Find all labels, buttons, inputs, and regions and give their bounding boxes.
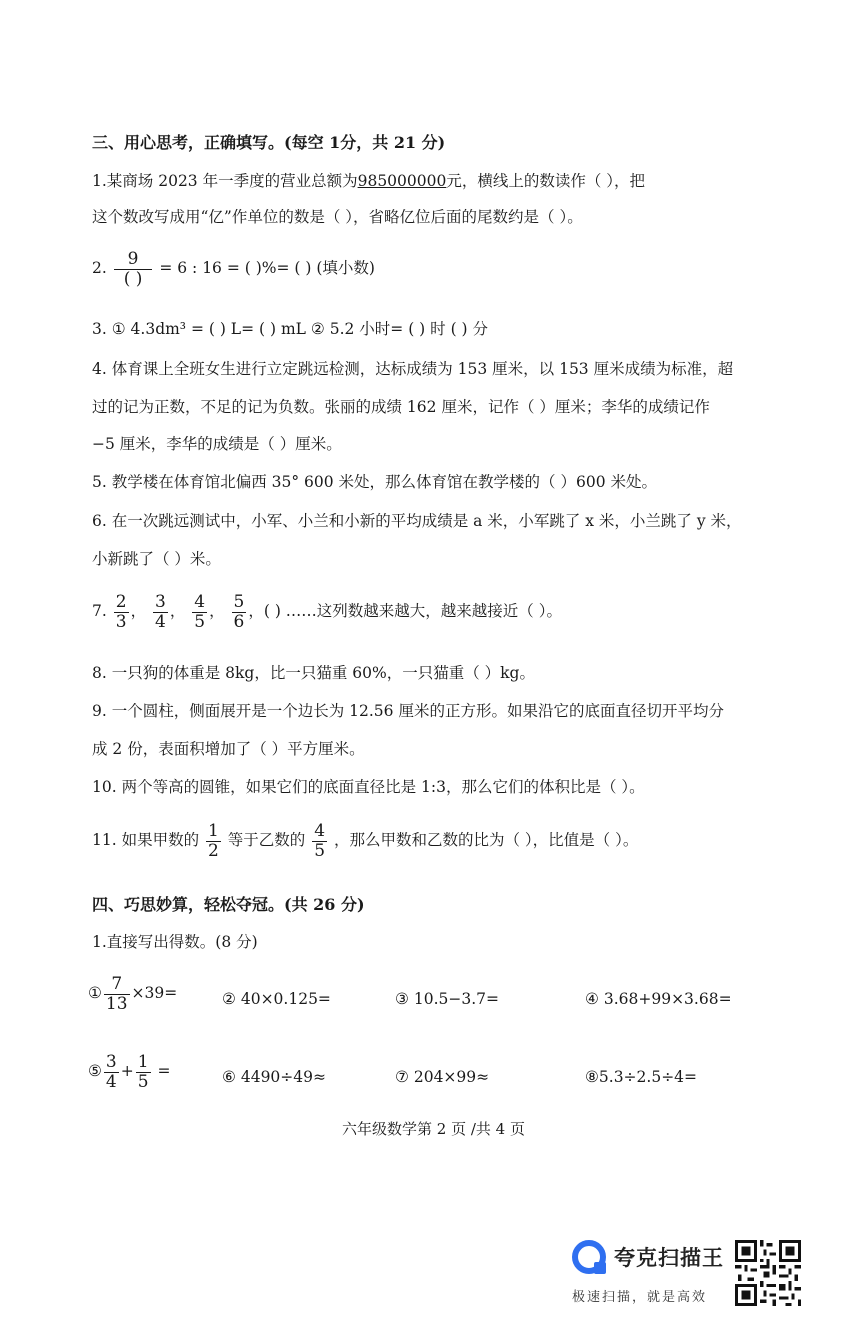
item-marker: ⑦: [395, 1068, 409, 1086]
denominator: 5: [137, 1071, 149, 1092]
item-marker: ①: [88, 984, 102, 1003]
calc-1-text: ×39=: [131, 984, 178, 1003]
question-5: 5. 教学楼在体育馆北偏西 35° 600 米处，那么体育馆在教学楼的（ ）600 米处。: [92, 473, 657, 491]
question-2: [92, 250, 375, 288]
q2-prefix: 2.: [92, 259, 107, 278]
question-9-line-2: 成 2 份，表面积增加了（ ）平方厘米。: [92, 740, 365, 758]
question-1-line-2: 这个数改写成用“亿”作单位的数是（ ），省略亿位后面的尾数约是（ ）。: [92, 208, 583, 226]
q7-fraction-2: [153, 593, 168, 631]
question-11: [92, 822, 638, 860]
q7-fraction-3: [192, 593, 207, 631]
numerator: 5: [233, 592, 245, 612]
denominator: 4: [105, 1071, 117, 1092]
denominator: 4: [155, 611, 166, 632]
question-4-line-1: 4. 体育课上全班女生进行立定跳远检测，达标成绩为 153 厘米，以 153 厘米成绩为标准，超: [92, 360, 734, 378]
question-8: 8. 一只狗的体重是 8kg，比一只猫重 60%，一只猫重（ ）kg。: [92, 664, 535, 682]
calc-8-text: 5.3÷2.5÷4=: [598, 1068, 698, 1086]
page-footer: 六年级数学第 2 页 /共 4 页: [342, 1120, 525, 1138]
calc-item-5: [88, 1053, 171, 1091]
calc-item-6: [222, 1068, 326, 1087]
question-9-line-1: 9. 一个圆柱，侧面展开是一个边长为 12.56 厘米的正方形。如果沿它的底面直径切开平均分: [92, 702, 724, 720]
item-marker: ⑧: [585, 1068, 599, 1086]
numerator: 7: [111, 974, 123, 994]
q11-fraction-1: [206, 822, 221, 860]
item-marker: ④: [585, 990, 599, 1008]
calc-3-text: 10.5−3.7=: [413, 990, 499, 1008]
plus-sign: +: [120, 1062, 134, 1081]
calc-item-1: [88, 975, 177, 1013]
numerator: 4: [314, 821, 326, 841]
q11-text-a: 11. 如果甲数的: [92, 831, 200, 850]
calc-4-text: 3.68+99×3.68=: [603, 990, 732, 1008]
denominator: 2: [208, 840, 219, 861]
question-10: 10. 两个等高的圆锥，如果它们的底面直径比是 1:3，那么它们的体积比是（ ）。: [92, 778, 645, 796]
numerator: 1: [208, 821, 219, 841]
item-marker: ⑥: [222, 1068, 236, 1086]
numerator: 3: [155, 592, 166, 612]
q7-prefix: 7.: [92, 602, 107, 621]
qr-code-icon: [735, 1240, 801, 1306]
question-3: 3. ① 4.3dm³ = ( ) L= ( ) mL ② 5.2 小时= ( ) 时 ( ) 分: [92, 320, 489, 338]
q1-number: 985000000: [357, 172, 447, 190]
numerator: 1: [137, 1052, 149, 1072]
quark-logo-icon: [572, 1240, 606, 1274]
question-4-line-2: 过的记为正数，不足的记为负数。张丽的成绩 162 厘米，记作（ ）厘米；李华的成绩记作: [92, 398, 710, 416]
calc-item-4: [585, 990, 732, 1009]
calc-1-fraction: [104, 975, 130, 1013]
calc-5-text: =: [157, 1062, 171, 1081]
question-7: 7. $\frac{2}{3}$ ， $\frac{3}{4}$ ， $\frac{4}{5}$ ， $\frac{5}{6}$ ，( ) ……这列数越来越大，越来越接近（ ）。: [92, 592, 562, 632]
item-marker: ③: [395, 990, 409, 1008]
q1-text-b: 元，横线上的数读作（ ），把: [446, 172, 646, 190]
brand-name: 夸克扫描王: [614, 1246, 724, 1270]
question-6-line-1: 6. 在一次跳远测试中，小军、小兰和小新的平均成绩是 a 米，小军跳了 x 米，小兰跳了 y 米，: [92, 512, 742, 530]
calc-item-7: [395, 1068, 489, 1087]
calc-5-fraction-2: [136, 1053, 151, 1091]
section-3-title: 三、用心思考，正确填写。(每空 1分，共 21 分): [92, 133, 446, 152]
denominator: 6: [233, 611, 245, 632]
denominator: 5: [314, 840, 326, 861]
denominator: 3: [115, 611, 127, 632]
q2-rest: = 6 : 16 = ( )%= ( ) (填小数): [159, 259, 375, 278]
calc-6-text: 4490÷49≈: [240, 1068, 326, 1086]
question-6-line-2: 小新跳了（ ）米。: [92, 550, 221, 568]
calc-item-8: [585, 1068, 697, 1087]
q7-fraction-1: [114, 593, 129, 631]
brand-slogan: 极速扫描，就是高效: [572, 1290, 708, 1305]
calc-item-3: [395, 990, 499, 1009]
denominator: 5: [194, 611, 206, 632]
q7-rest: ，( ) ……这列数越来越大，越来越接近（ ）。: [248, 602, 562, 621]
item-marker: ②: [222, 990, 236, 1008]
calc-7-text: 204×99≈: [413, 1068, 490, 1086]
numerator: 4: [194, 592, 206, 612]
q11-fraction-2: [312, 822, 327, 860]
item-marker: ⑤: [88, 1062, 102, 1081]
section-4-title: 四、巧思妙算，轻松夺冠。(共 26 分): [92, 895, 365, 914]
denominator: 13: [105, 993, 128, 1014]
calc-5-fraction-1: [104, 1053, 119, 1091]
q2-denominator: ( ): [114, 269, 153, 289]
question-4-line-3: −5 厘米，李华的成绩是（ ）厘米。: [92, 435, 342, 453]
calc-2-text: 40×0.125=: [240, 990, 331, 1008]
question-1-line-1: [92, 172, 645, 191]
calc-item-2: [222, 990, 331, 1009]
q1-text-a: 1.某商场 2023 年一季度的营业总额为: [92, 172, 358, 190]
q11-text-b: 等于乙数的: [227, 831, 306, 850]
numerator: 3: [105, 1052, 117, 1072]
q7-fraction-4: [232, 593, 247, 631]
q11-text-c: ，那么甲数和乙数的比为（ ），比值是（ ）。: [334, 831, 639, 850]
q2-numerator: 9: [127, 249, 139, 269]
q2-fraction: [114, 250, 153, 288]
numerator: 2: [115, 592, 127, 612]
section-4-sub-1: 1.直接写出得数。(8 分): [92, 933, 258, 951]
